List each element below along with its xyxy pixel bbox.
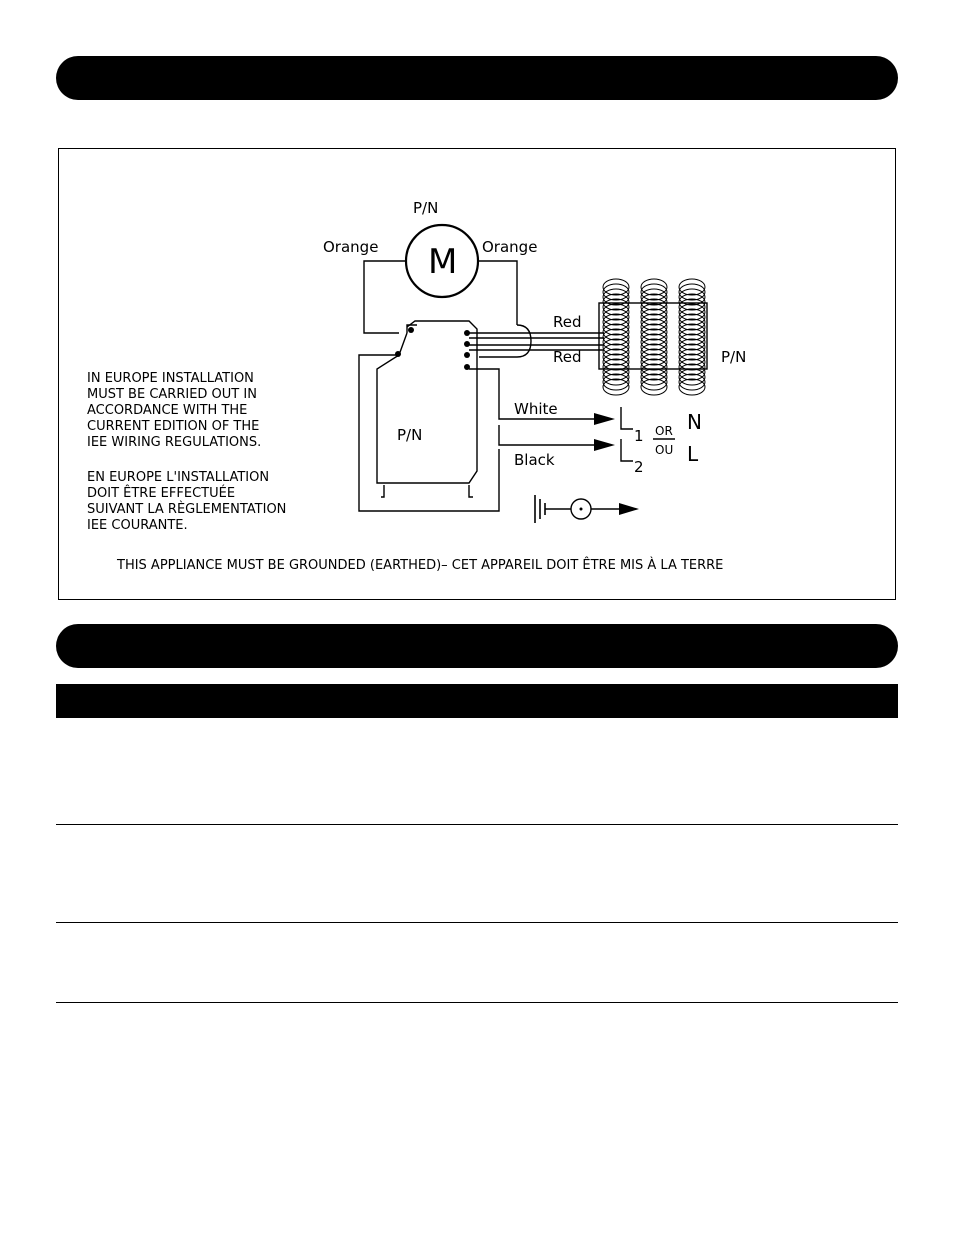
- or-label: OR: [655, 424, 673, 438]
- white-label: White: [514, 400, 558, 418]
- switch-tab-right: [469, 485, 473, 497]
- note-english: [87, 371, 261, 450]
- section-header-bar-top: [56, 56, 898, 100]
- heater-coils: [603, 279, 705, 395]
- note-fr-line: IEE COURANTE.: [87, 518, 188, 533]
- note-en-line: MUST BE CARRIED OUT IN: [87, 387, 257, 402]
- black-label: Black: [514, 451, 555, 469]
- orange-label-right: Orange: [482, 238, 538, 256]
- note-fr-line: DOIT ÊTRE EFFECTUÉE: [87, 486, 236, 501]
- note-fr-line: EN EUROPE L'INSTALLATION: [87, 470, 270, 485]
- note-en-line: CURRENT EDITION OF THE: [87, 419, 260, 434]
- terminal-l1-glyph: [621, 407, 633, 429]
- terminal-n: N: [687, 410, 702, 434]
- orange-wire-left: [364, 261, 406, 333]
- terminal-l2-glyph: [621, 439, 633, 461]
- wiring-diagram-svg: [59, 149, 897, 601]
- switch-label: P/N: [397, 426, 423, 444]
- orange-wire-hop: [479, 325, 531, 357]
- note-en-line: IN EUROPE INSTALLATION: [87, 371, 254, 386]
- terminal-l-right: L: [687, 442, 699, 466]
- note-french: [87, 470, 286, 533]
- section-header-bar-bottom: [56, 624, 898, 668]
- wiring-diagram: [58, 148, 896, 600]
- ground-warning: THIS APPLIANCE MUST BE GROUNDED (EARTHED)– CET APPAREIL DOIT ÊTRE MIS À LA TERRE: [117, 558, 724, 573]
- switch-tab-left: [381, 485, 384, 497]
- heater-label: P/N: [721, 348, 747, 366]
- note-fr-line: SUIVANT LA RÈGLEMENTATION: [87, 502, 287, 517]
- motor-symbol-text: M: [428, 242, 458, 282]
- terminal-1-subscript: 1: [634, 427, 644, 445]
- table-header-bar: [56, 684, 898, 718]
- switch-return-wire: [359, 355, 499, 511]
- red-label-top: Red: [553, 313, 582, 331]
- table-row-divider: [56, 824, 898, 825]
- red-label-bottom: Red: [553, 348, 582, 366]
- black-wire: [499, 425, 594, 445]
- note-en-line: ACCORDANCE WITH THE: [87, 403, 248, 418]
- switch-body: [377, 321, 477, 483]
- table-row-divider: [56, 1002, 898, 1003]
- orange-wire-right: [478, 261, 517, 325]
- table-row-divider: [56, 922, 898, 923]
- orange-label-left: Orange: [323, 238, 379, 256]
- terminal-2-subscript: 2: [634, 458, 644, 476]
- motor-label: P/N: [413, 199, 439, 217]
- ou-label: OU: [655, 443, 674, 457]
- note-en-line: IEE WIRING REGULATIONS.: [87, 435, 262, 450]
